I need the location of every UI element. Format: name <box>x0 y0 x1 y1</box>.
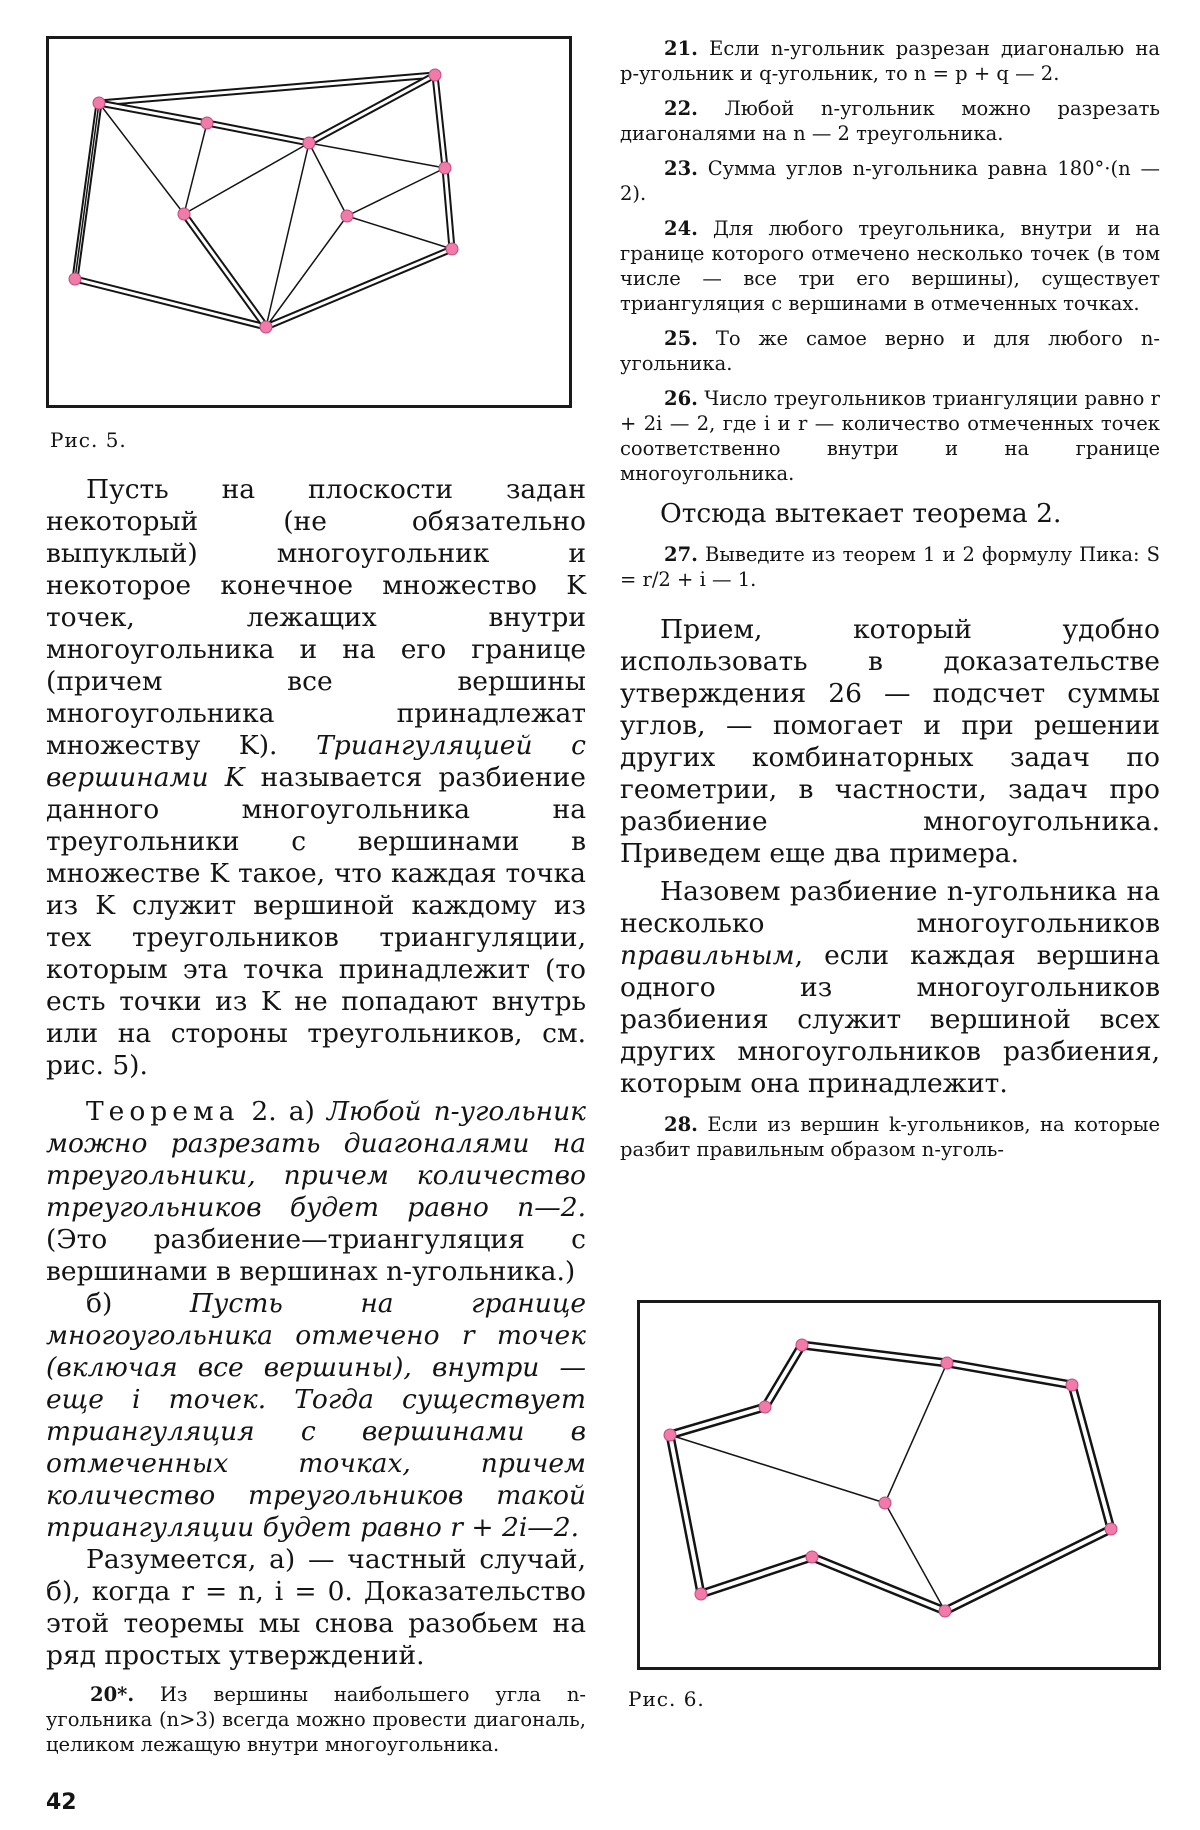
fig6-vertex <box>695 1588 707 1600</box>
item-20-text: Из вершины наибольшего угла n-угольника (n>3) всегда можно провести диагональ, целиком лежащую внутри многоугольника. <box>46 1683 586 1756</box>
left-column-text <box>46 474 586 1757</box>
fig5-diagonal <box>184 123 207 214</box>
fig5-vertex <box>303 137 315 149</box>
theorem-a-statement: Любой n-угольник можно разрезать диагоналями на треугольники, причем количество треугольников будет равно n—2. <box>46 1096 586 1223</box>
definition-rest: называется разбиение данного многоугольника на треугольники с вершинами в множестве K такое, что каждая точка из K служит вершиной каждому из тех треугольников триангуляции, которым эта точка принадлежит (то есть точки из K не попадают внутрь или на стороны треугольников, см. рис. 5). <box>46 762 586 1081</box>
figure-5-drawing <box>49 39 569 405</box>
item-20 <box>46 1682 586 1757</box>
fig5-diagonal <box>309 143 445 168</box>
fig5-diagonal <box>347 216 452 249</box>
proper-def-end: , если каждая вершина одного из многоугольников разбиения служит вершиной всех других многоугольников разбиения, которым она принадлежит. <box>620 940 1160 1099</box>
fig5-vertex <box>446 243 458 255</box>
item-23 <box>620 156 1160 206</box>
fig6-vertex <box>796 1339 808 1351</box>
fig6-vertex <box>939 1605 951 1617</box>
fig6-vertex <box>879 1497 891 1509</box>
item-28-text: Если из вершин k-угольников, на которые разбит правильным образом n-уголь- <box>620 1113 1160 1161</box>
fig6-partition-line <box>885 1363 947 1503</box>
item-20-number: 20*. <box>90 1683 135 1706</box>
fig6-vertex <box>941 1357 953 1369</box>
item-24-number: 24. <box>664 217 698 240</box>
item-28-number: 28. <box>664 1113 698 1136</box>
theorem-a-note: (Это разбиение—триангуляция с вершинами в вершинах n-угольника.) <box>46 1224 586 1287</box>
item-23-number: 23. <box>664 157 698 180</box>
item-21-text: Если n-угольник разрезан диагональю на p-угольник и q-угольник, то n = p + q — 2. <box>620 37 1160 85</box>
item-27-text: Выведите из теорем 1 и 2 формулу Пика: S = r/2 + i — 1. <box>620 543 1160 591</box>
figure-5-triangulation <box>46 36 572 408</box>
item-25-text: То же самое верно и для любого n-угольника. <box>620 327 1160 375</box>
item-25-number: 25. <box>664 327 698 350</box>
fig5-diagonal <box>75 103 99 279</box>
fig5-vertex <box>341 210 353 222</box>
item-22-number: 22. <box>664 97 698 120</box>
fig6-vertex <box>664 1429 676 1441</box>
fig5-polygon-outline <box>75 75 452 327</box>
theorem-b-statement: Пусть на границе многоугольника отмечено r точек (включая все вершины), внутри — еще i точек. Тогда существует триангуляция с вершинами в отмеченных точках, причем количество треугольников такой триангуляции будет равно r + 2i—2. <box>46 1288 586 1543</box>
theorem-b-label: б) <box>86 1288 190 1319</box>
theorem-2b <box>46 1288 586 1544</box>
item-27 <box>620 542 1160 592</box>
item-26-text: Число треугольников триангуляции равно r + 2i — 2, где i и r — количество отмеченных точек соответственно внутри и на границе многоугольника. <box>620 387 1160 485</box>
fig6-vertex <box>759 1401 771 1413</box>
fig5-vertex <box>178 208 190 220</box>
fig5-vertex <box>201 117 213 129</box>
method-paragraph: Прием, который удобно использовать в доказательстве утверждения 26 — подсчет суммы углов, — помогает и при решении других комбинаторных задач по геометрии, в частности, задач про разбиение многоугольника. Приведем еще два примера. <box>620 614 1160 869</box>
item-21-number: 21. <box>664 37 698 60</box>
item-26-number: 26. <box>664 387 698 410</box>
fig5-diagonal <box>184 143 309 214</box>
figure-6-drawing <box>640 1303 1158 1667</box>
fig6-polygon-outline <box>670 1345 1111 1611</box>
figure-6-partition <box>637 1300 1161 1670</box>
fig5-diagonal <box>266 143 309 327</box>
definition-term: Триангуляцией с вершинами K <box>46 730 586 793</box>
fig6-vertex <box>1066 1379 1078 1391</box>
proper-def-start: Назовем разбиение n-угольника на несколько многоугольников <box>620 876 1160 939</box>
item-24 <box>620 216 1160 316</box>
fig6-partition-line <box>670 1435 885 1503</box>
page-number: 42 <box>46 1790 77 1815</box>
fig6-vertex <box>1105 1523 1117 1535</box>
fig5-vertex <box>93 97 105 109</box>
item-22-text: Любой n-угольник можно разрезать диагоналями на n — 2 треугольника. <box>620 97 1160 145</box>
theorem-follows: Отсюда вытекает теорема 2. <box>660 498 1062 529</box>
fig5-vertex <box>69 273 81 285</box>
fig5-diagonal <box>309 143 347 216</box>
item-24-text: Для любого треугольника, внутри и на границе которого отмечено несколько точек (в том числе — все три его вершины), существует триангуляция с вершинами в отмеченных точках. <box>620 217 1160 315</box>
fig5-vertex <box>439 162 451 174</box>
theorem-heading: Теорема <box>86 1096 240 1127</box>
item-22 <box>620 96 1160 146</box>
theorem-a-label: 2. а) <box>239 1096 327 1127</box>
fig5-vertex <box>260 321 272 333</box>
figure-6-caption: Рис. 6. <box>628 1687 705 1711</box>
item-25 <box>620 326 1160 376</box>
item-27-number: 27. <box>664 543 698 566</box>
right-column-text <box>620 36 1160 1162</box>
proper-def-term: правильным <box>620 940 795 971</box>
fig5-vertex <box>429 69 441 81</box>
definition-text: Пусть на плоскости задан некоторый (не обязательно выпуклый) многоугольник и некоторое конечное множество K точек, лежащих внутри многоугольника и на его границе (причем все вершины многоугольника принадлежат множеству K). <box>46 474 586 761</box>
fig6-vertex <box>806 1551 818 1563</box>
item-21 <box>620 36 1160 86</box>
item-28 <box>620 1112 1160 1162</box>
fig5-diagonal <box>347 168 445 216</box>
theorem-2a <box>46 1096 586 1288</box>
figure-5-caption: Рис. 5. <box>50 428 127 452</box>
proper-partition-definition <box>620 876 1160 1100</box>
item-26 <box>620 386 1160 486</box>
triangulation-definition <box>46 474 586 1082</box>
special-case-paragraph: Разумеется, а) — частный случай, б), когда r = n, i = 0. Доказательство этой теоремы мы снова разобьем на ряд простых утверждений. <box>46 1544 586 1671</box>
item-23-text: Сумма углов n-угольника равна 180°·(n — 2). <box>620 157 1160 205</box>
